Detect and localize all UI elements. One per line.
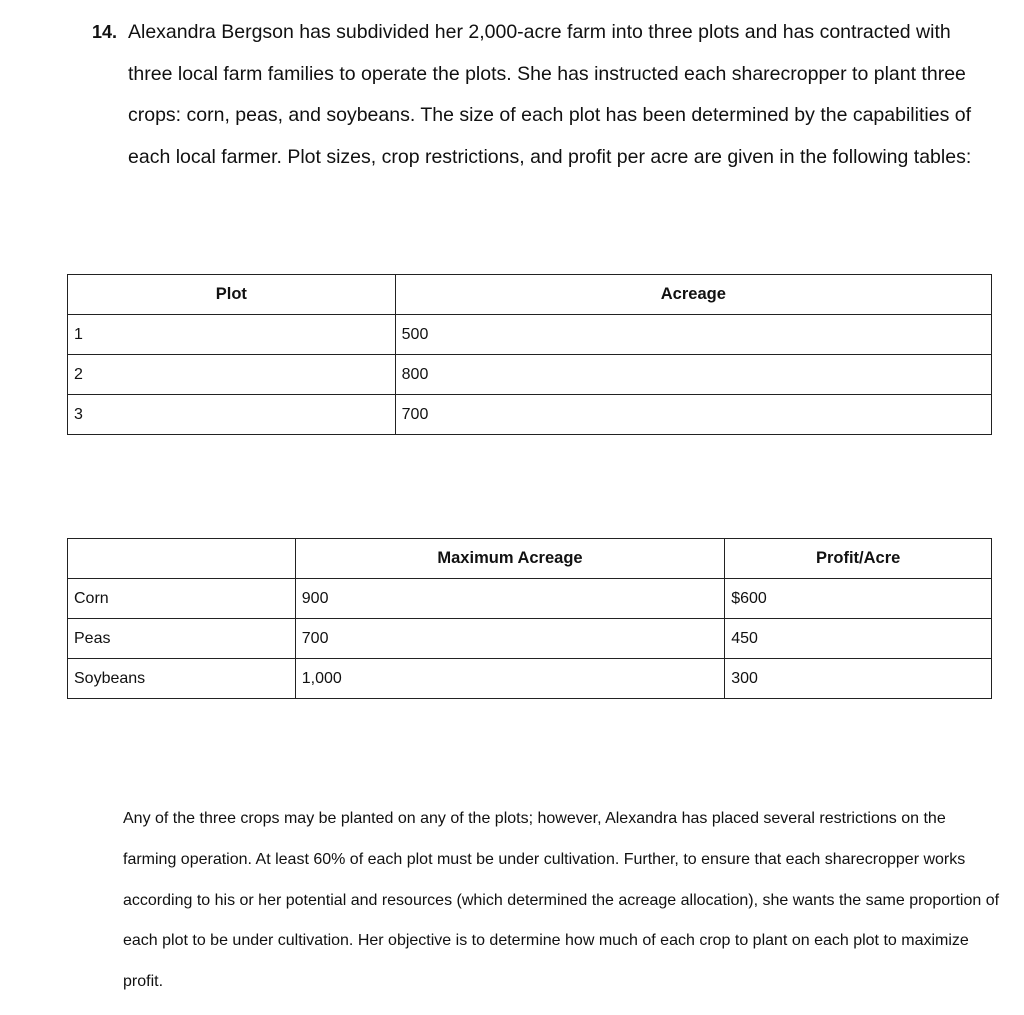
crop-cell: Soybeans bbox=[68, 659, 296, 699]
crop-cell: Peas bbox=[68, 619, 296, 659]
column-header-crop bbox=[68, 539, 296, 579]
table-header-row bbox=[68, 539, 992, 579]
column-header-max-acreage: Maximum Acreage bbox=[295, 539, 724, 579]
crop-cell: Corn bbox=[68, 579, 296, 619]
problem-text: Alexandra Bergson has subdivided her 2,000-acre farm into three plots and has contracted with three local farm families to operate the plots. She has instructed each sharecropper to plant three crops: corn, peas, and soybeans. The size of each plot has been determined by the capabilities of each local farmer. Plot sizes, crop restrictions, and profit per acre are given in the following tables: bbox=[128, 21, 972, 168]
column-header-plot: Plot bbox=[68, 275, 396, 315]
acreage-cell: 800 bbox=[395, 355, 991, 395]
plot-cell: 1 bbox=[68, 315, 396, 355]
table-row bbox=[68, 619, 992, 659]
table-row bbox=[68, 395, 992, 435]
table-header-row bbox=[68, 275, 992, 315]
table-row bbox=[68, 579, 992, 619]
problem-statement bbox=[92, 12, 992, 178]
max-acreage-cell: 1,000 bbox=[295, 659, 724, 699]
column-header-acreage: Acreage bbox=[395, 275, 991, 315]
problem-number: 14. bbox=[92, 22, 118, 42]
column-header-profit: Profit/Acre bbox=[725, 539, 992, 579]
acreage-cell: 700 bbox=[395, 395, 991, 435]
table-row bbox=[68, 659, 992, 699]
crop-restrictions-table bbox=[67, 538, 992, 699]
acreage-cell: 500 bbox=[395, 315, 991, 355]
profit-cell: $600 bbox=[725, 579, 992, 619]
table-row bbox=[68, 355, 992, 395]
profit-cell: 450 bbox=[725, 619, 992, 659]
table-row bbox=[68, 315, 992, 355]
restrictions-paragraph: Any of the three crops may be planted on any of the plots; however, Alexandra has placed several restrictions on the farming operation. At least 60% of each plot must be under cultivation. Further, to ensure that each sharecropper works according to his or her potential and resources (which determined the acreage allocation), she wants the same proportion of each plot to be under cultivation. Her objective is to determine how much of each crop to plant on each plot to maximize profit. bbox=[123, 810, 1000, 991]
max-acreage-cell: 900 bbox=[295, 579, 724, 619]
plot-cell: 2 bbox=[68, 355, 396, 395]
plot-cell: 3 bbox=[68, 395, 396, 435]
profit-cell: 300 bbox=[725, 659, 992, 699]
plot-acreage-table bbox=[67, 274, 992, 435]
max-acreage-cell: 700 bbox=[295, 619, 724, 659]
